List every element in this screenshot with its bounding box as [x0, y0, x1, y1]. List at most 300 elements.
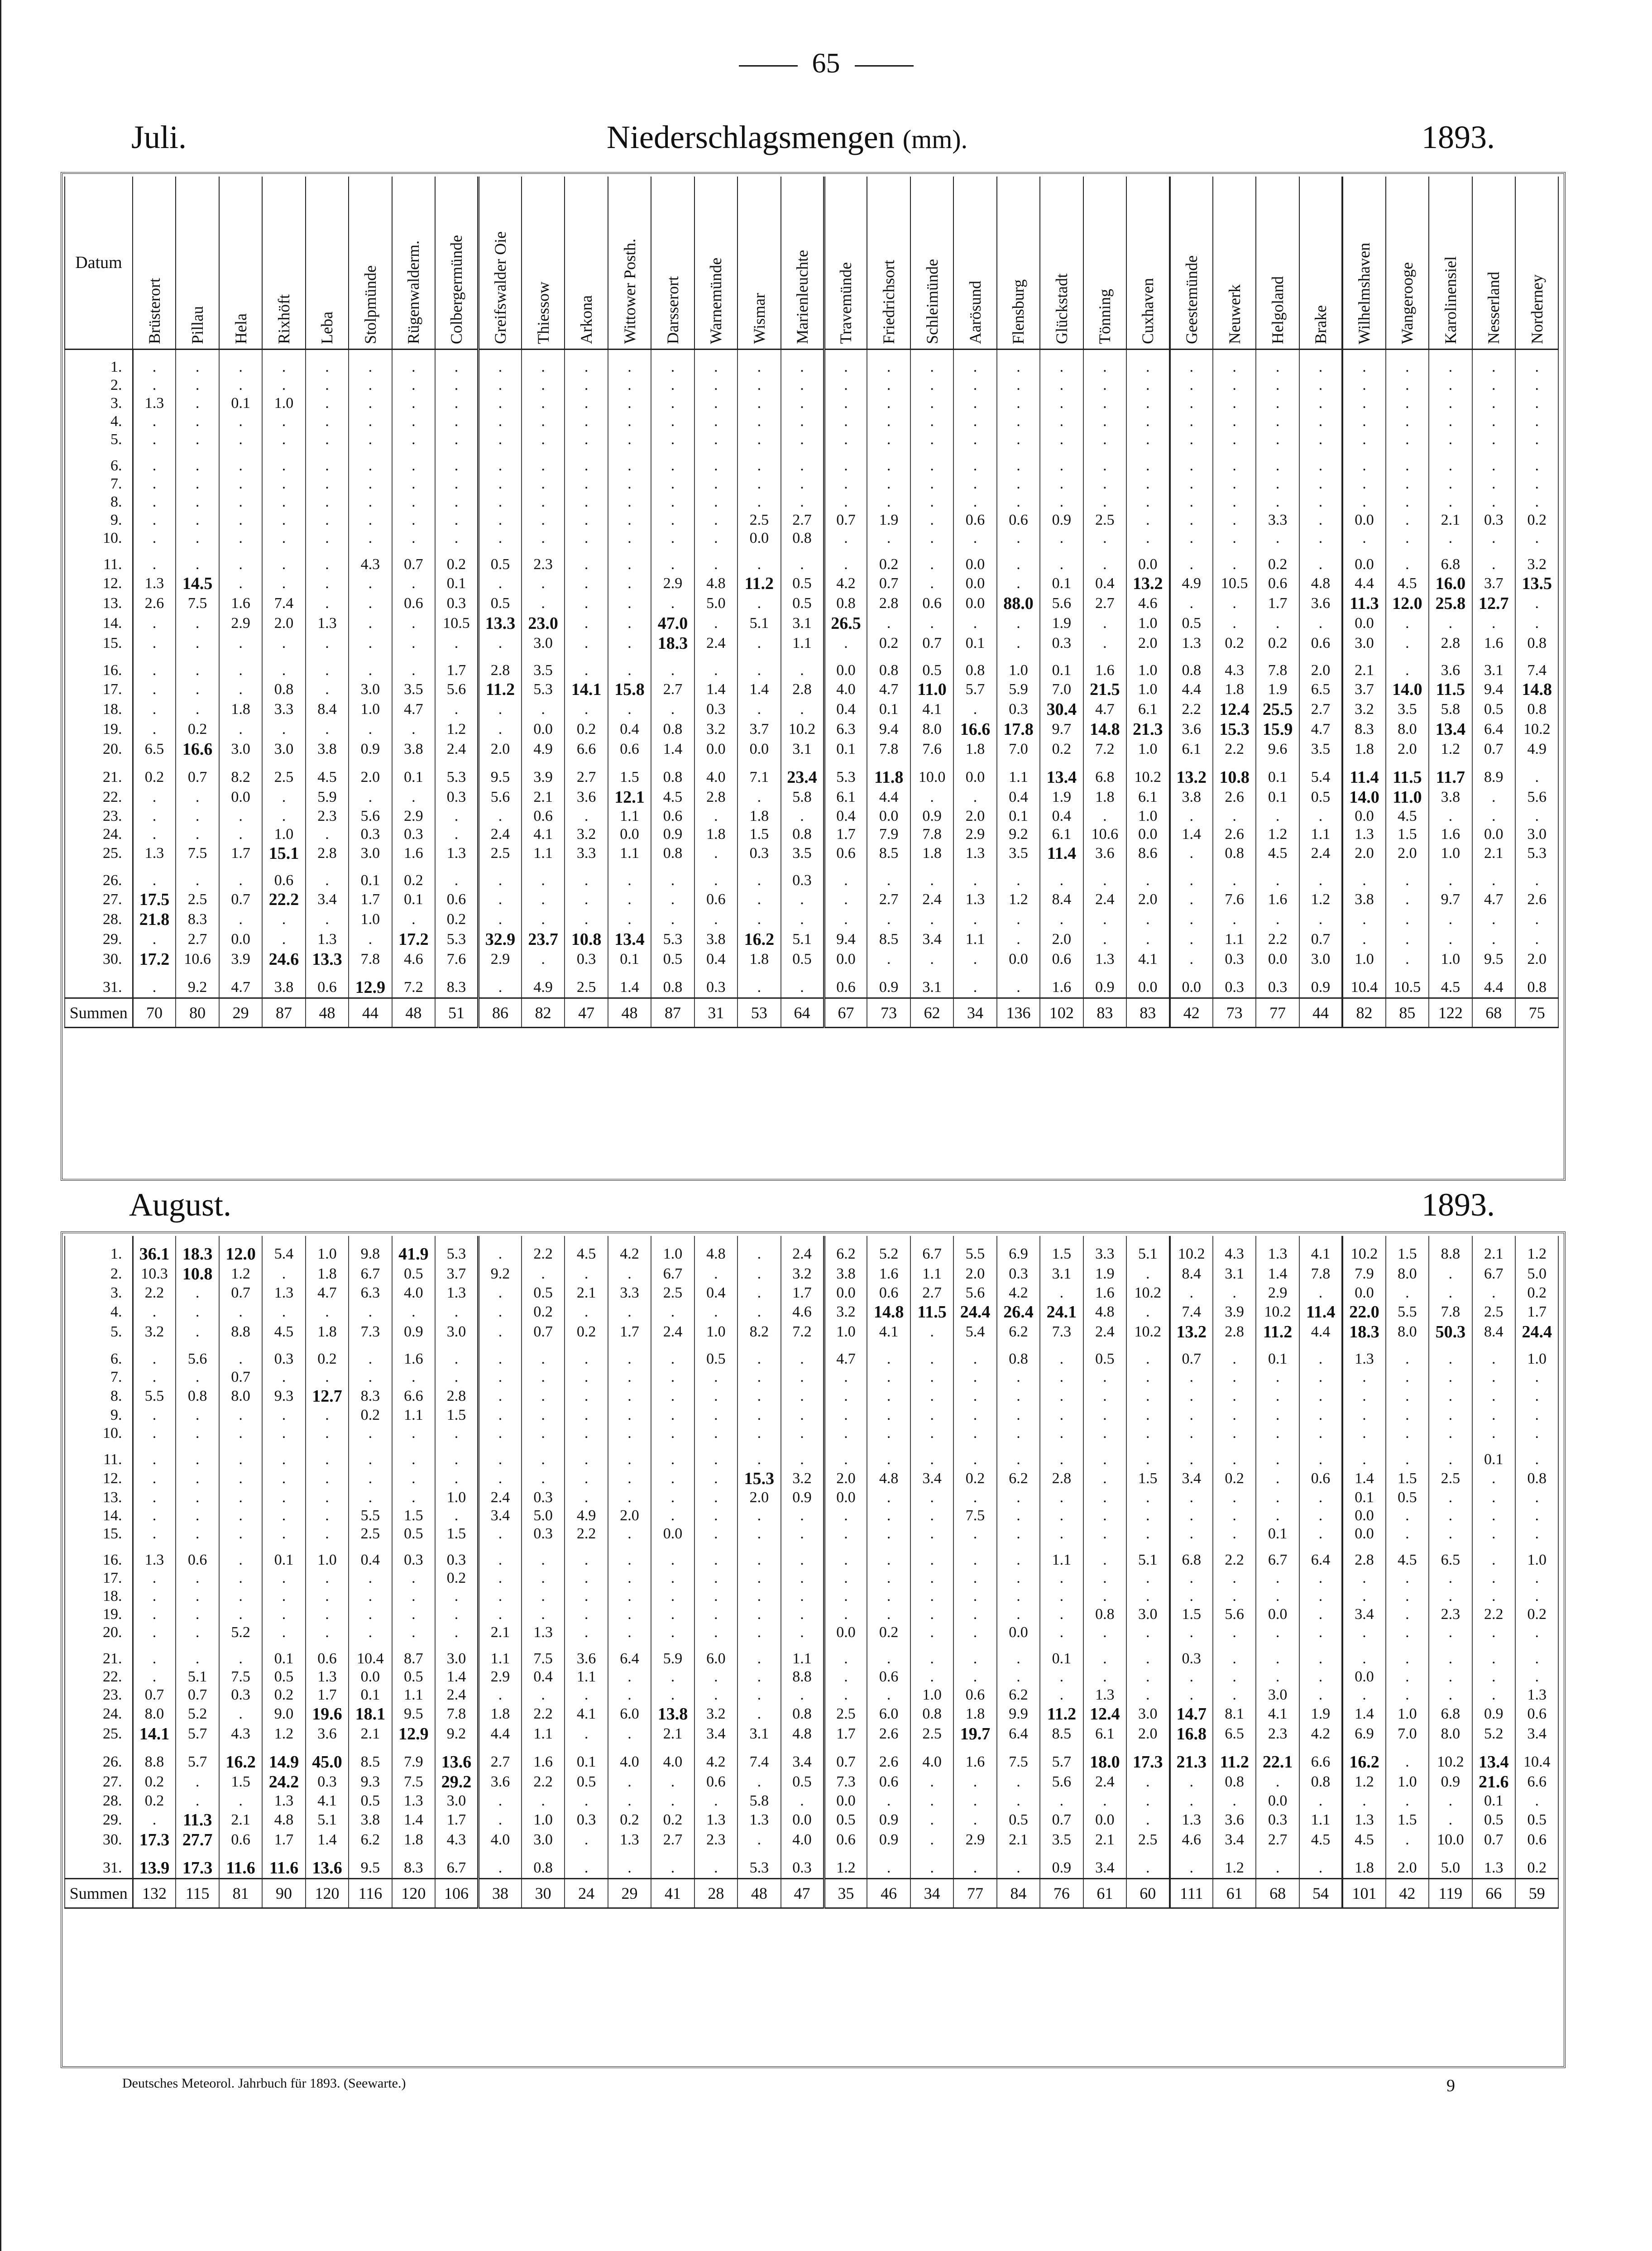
- precip-cell: 0.3: [997, 699, 1040, 719]
- precip-cell: .: [133, 358, 176, 376]
- precip-cell: .: [1472, 872, 1515, 890]
- precip-cell: .: [867, 1406, 910, 1424]
- precip-cell: .: [306, 661, 349, 680]
- precip-cell: 4.0: [824, 680, 867, 699]
- precip-cell: 1.7: [608, 1322, 651, 1342]
- table-row: [65, 1284, 1558, 1302]
- precip-cell: .: [349, 1605, 392, 1624]
- precip-cell: 5.1: [1126, 1244, 1169, 1264]
- precip-cell: .: [262, 457, 305, 475]
- precip-cell: 0.5: [781, 1772, 824, 1792]
- precip-cell: 0.9: [1472, 1704, 1515, 1724]
- precip-cell: 1.5: [1386, 1810, 1429, 1830]
- precip-cell: 1.3: [306, 613, 349, 633]
- station-name: Wangerooge: [1398, 262, 1417, 344]
- day-label: 4.: [65, 1302, 133, 1322]
- precip-cell: 0.4: [694, 949, 737, 969]
- precip-cell: 5.5: [1386, 1302, 1429, 1322]
- precip-cell: 3.2: [133, 1322, 176, 1342]
- precip-cell: .: [479, 1551, 522, 1569]
- precip-cell: .: [522, 594, 565, 613]
- precip-cell: 1.3: [133, 394, 176, 412]
- precip-cell: .: [781, 661, 824, 680]
- precip-cell: 3.7: [435, 1264, 478, 1284]
- precip-cell: .: [1429, 475, 1472, 493]
- sum-cell: 44: [349, 998, 392, 1028]
- precip-cell: .: [176, 661, 219, 680]
- precip-cell: 7.4: [1515, 661, 1558, 680]
- precip-cell: 0.6: [824, 977, 867, 998]
- precip-cell: 10.4: [1342, 977, 1385, 998]
- precip-cell: 1.1: [392, 1686, 435, 1704]
- precip-cell: 1.2: [1213, 1858, 1256, 1879]
- precip-cell: 2.6: [867, 1724, 910, 1744]
- precip-cell: .: [694, 1551, 737, 1569]
- precip-cell: .: [133, 556, 176, 574]
- sum-cell: 29: [608, 1879, 651, 1908]
- precip-cell: 0.5: [349, 1792, 392, 1810]
- precip-cell: 0.0: [219, 929, 262, 949]
- precip-cell: 0.0: [997, 1624, 1040, 1642]
- precip-cell: 8.0: [1386, 1264, 1429, 1284]
- precip-cell: .: [1515, 1406, 1558, 1424]
- precip-cell: .: [1299, 1406, 1342, 1424]
- day-label: 5.: [65, 1322, 133, 1342]
- precip-cell: 1.7: [306, 1686, 349, 1704]
- table-row: [65, 1830, 1558, 1850]
- precip-cell: 8.8: [781, 1668, 824, 1686]
- precip-cell: .: [910, 1507, 953, 1525]
- precip-cell: .: [824, 1406, 867, 1424]
- precip-cell: .: [910, 949, 953, 969]
- precip-cell: .: [565, 1264, 608, 1284]
- station-header: [1429, 177, 1472, 350]
- precip-cell: 22.0: [1342, 1302, 1385, 1322]
- precip-cell: 7.2: [392, 977, 435, 998]
- precip-cell: .: [737, 493, 781, 511]
- precip-cell: 0.8: [1299, 1772, 1342, 1792]
- precip-cell: .: [262, 412, 305, 431]
- precip-cell: .: [737, 1350, 781, 1368]
- precip-cell: 24.1: [1040, 1302, 1083, 1322]
- precip-cell: .: [953, 1810, 996, 1830]
- precip-cell: 0.7: [219, 1284, 262, 1302]
- precip-cell: .: [1386, 457, 1429, 475]
- day-label: 13.: [65, 1489, 133, 1507]
- precip-cell: .: [133, 661, 176, 680]
- precip-cell: .: [824, 1386, 867, 1406]
- precip-cell: .: [1472, 1525, 1515, 1543]
- precip-cell: .: [565, 613, 608, 633]
- precip-cell: 0.0: [781, 1810, 824, 1830]
- sum-label: Summen: [65, 998, 133, 1028]
- precip-cell: .: [1299, 1605, 1342, 1624]
- precip-cell: .: [953, 1424, 996, 1442]
- precip-cell: 5.5: [349, 1507, 392, 1525]
- precip-cell: .: [1083, 1368, 1126, 1386]
- precip-cell: .: [1429, 394, 1472, 412]
- precip-cell: 0.6: [392, 594, 435, 613]
- precip-cell: 1.3: [133, 1551, 176, 1569]
- day-label: 1.: [65, 1244, 133, 1264]
- precip-cell: .: [1342, 872, 1385, 890]
- precip-cell: 0.1: [1040, 574, 1083, 594]
- precip-cell: 2.5: [479, 843, 522, 863]
- precip-cell: .: [1386, 511, 1429, 529]
- precip-cell: .: [1342, 1624, 1385, 1642]
- precip-cell: .: [1126, 1668, 1169, 1686]
- precip-cell: 0.1: [565, 1752, 608, 1772]
- precip-cell: .: [1170, 890, 1213, 910]
- precip-cell: .: [1040, 1686, 1083, 1704]
- precip-cell: 4.8: [1083, 1302, 1126, 1322]
- sum-cell: 48: [392, 998, 435, 1028]
- precip-cell: .: [651, 661, 694, 680]
- precip-cell: .: [262, 807, 305, 825]
- table-row: [65, 431, 1558, 449]
- precip-cell: .: [1126, 1858, 1169, 1879]
- precip-cell: .: [1213, 1525, 1256, 1543]
- precip-cell: .: [997, 872, 1040, 890]
- precip-cell: .: [910, 1792, 953, 1810]
- precip-cell: .: [781, 493, 824, 511]
- precip-cell: .: [1472, 1350, 1515, 1368]
- precip-cell: 0.0: [1342, 807, 1385, 825]
- precip-cell: 2.8: [479, 661, 522, 680]
- precip-cell: .: [1040, 431, 1083, 449]
- precip-cell: .: [1126, 1624, 1169, 1642]
- precip-cell: 1.3: [1472, 1858, 1515, 1879]
- precip-cell: .: [997, 1569, 1040, 1587]
- precip-cell: .: [306, 493, 349, 511]
- precip-cell: 0.2: [867, 1624, 910, 1642]
- precip-cell: .: [306, 1624, 349, 1642]
- precip-cell: .: [867, 872, 910, 890]
- precip-cell: .: [867, 1686, 910, 1704]
- precip-cell: 0.8: [781, 529, 824, 547]
- precip-cell: 0.0: [824, 1489, 867, 1507]
- precip-cell: 14.5: [176, 574, 219, 594]
- footer-sheet-number: 9: [1446, 2076, 1455, 2095]
- precip-cell: .: [479, 1350, 522, 1368]
- precip-cell: .: [737, 556, 781, 574]
- precip-cell: .: [522, 511, 565, 529]
- day-label: 13.: [65, 594, 133, 613]
- precip-cell: 2.1: [522, 787, 565, 807]
- precip-cell: .: [1429, 1792, 1472, 1810]
- precip-cell: .: [565, 529, 608, 547]
- day-label: 22.: [65, 1668, 133, 1686]
- precip-cell: .: [176, 1302, 219, 1322]
- table-row: [65, 1587, 1558, 1605]
- precip-cell: 6.6: [1515, 1772, 1558, 1792]
- precip-cell: 6.8: [1083, 767, 1126, 787]
- precip-cell: .: [522, 1551, 565, 1569]
- precip-cell: 2.5: [262, 767, 305, 787]
- precip-cell: .: [824, 1424, 867, 1442]
- precip-cell: .: [997, 1406, 1040, 1424]
- precip-cell: 3.8: [824, 1264, 867, 1284]
- precip-cell: 29.2: [435, 1772, 478, 1792]
- precip-cell: 1.0: [910, 1686, 953, 1704]
- precip-cell: .: [1342, 394, 1385, 412]
- precip-cell: 0.2: [565, 1322, 608, 1342]
- precip-cell: .: [651, 1302, 694, 1322]
- precip-cell: .: [910, 412, 953, 431]
- precip-cell: .: [349, 412, 392, 431]
- precip-cell: .: [1299, 475, 1342, 493]
- precip-cell: .: [781, 475, 824, 493]
- precip-cell: .: [651, 1605, 694, 1624]
- precip-cell: 0.7: [522, 1322, 565, 1342]
- precip-cell: .: [953, 613, 996, 633]
- precip-cell: 4.9: [522, 977, 565, 998]
- precip-cell: 5.3: [824, 767, 867, 787]
- precip-cell: .: [349, 1624, 392, 1642]
- precip-cell: .: [781, 807, 824, 825]
- precip-cell: .: [1040, 1406, 1083, 1424]
- precip-cell: 4.0: [910, 1752, 953, 1772]
- precip-cell: .: [1386, 475, 1429, 493]
- station-header: [176, 177, 219, 350]
- precip-cell: .: [651, 1507, 694, 1525]
- precip-cell: .: [262, 1587, 305, 1605]
- precip-cell: 3.5: [997, 843, 1040, 863]
- precip-cell: .: [781, 910, 824, 929]
- precip-cell: 10.2: [1256, 1302, 1299, 1322]
- table-row: [65, 929, 1558, 949]
- precip-cell: 1.7: [1256, 594, 1299, 613]
- precip-cell: .: [1083, 1386, 1126, 1406]
- precip-cell: .: [1386, 376, 1429, 394]
- precip-cell: 47.0: [651, 613, 694, 633]
- precip-cell: 0.2: [1040, 739, 1083, 759]
- precip-cell: .: [522, 457, 565, 475]
- precip-cell: .: [997, 1489, 1040, 1507]
- precip-cell: .: [1170, 1451, 1213, 1469]
- precip-cell: .: [824, 1569, 867, 1587]
- precip-cell: .: [651, 394, 694, 412]
- precip-cell: 1.3: [435, 843, 478, 863]
- precip-cell: .: [608, 1569, 651, 1587]
- precip-cell: 5.2: [219, 1624, 262, 1642]
- precip-cell: .: [219, 1469, 262, 1489]
- precip-cell: .: [479, 431, 522, 449]
- precip-cell: 9.5: [392, 1704, 435, 1724]
- precip-cell: 3.1: [910, 977, 953, 998]
- precip-cell: 0.1: [1040, 661, 1083, 680]
- precip-cell: 4.7: [219, 977, 262, 998]
- precip-cell: .: [522, 358, 565, 376]
- table-row: [65, 1451, 1558, 1469]
- precip-cell: 3.3: [1083, 1244, 1126, 1264]
- precip-cell: 0.5: [1170, 613, 1213, 633]
- precip-cell: .: [176, 457, 219, 475]
- precip-cell: .: [1429, 493, 1472, 511]
- precip-cell: 23.7: [522, 929, 565, 949]
- station-name: Schleimünde: [923, 259, 941, 344]
- precip-cell: .: [694, 529, 737, 547]
- precip-cell: .: [1256, 1624, 1299, 1642]
- precip-cell: .: [1429, 358, 1472, 376]
- precip-cell: 0.3: [781, 872, 824, 890]
- day-label: 29.: [65, 1810, 133, 1830]
- precip-cell: .: [176, 493, 219, 511]
- precip-cell: .: [1256, 1451, 1299, 1469]
- precip-cell: .: [1126, 1386, 1169, 1406]
- day-label: 19.: [65, 719, 133, 739]
- precip-cell: 3.6: [1083, 843, 1126, 863]
- precip-cell: 10.4: [1515, 1752, 1558, 1772]
- precip-cell: 19.6: [306, 1704, 349, 1724]
- precip-cell: 7.3: [1040, 1322, 1083, 1342]
- precip-cell: 10.5: [1213, 574, 1256, 594]
- precip-cell: 1.4: [392, 1810, 435, 1830]
- precip-cell: .: [1170, 1525, 1213, 1543]
- precip-cell: 0.2: [435, 910, 478, 929]
- precip-cell: .: [392, 633, 435, 653]
- precip-cell: .: [392, 412, 435, 431]
- precip-cell: 0.4: [997, 787, 1040, 807]
- precip-cell: .: [565, 1624, 608, 1642]
- precip-cell: .: [608, 1525, 651, 1543]
- precip-cell: 0.6: [306, 977, 349, 998]
- precip-cell: .: [781, 1686, 824, 1704]
- precip-cell: 1.3: [1083, 1686, 1126, 1704]
- precip-cell: 0.0: [1256, 1605, 1299, 1624]
- precip-cell: .: [435, 457, 478, 475]
- precip-cell: 10.8: [565, 929, 608, 949]
- precip-cell: 6.2: [824, 1244, 867, 1264]
- precip-cell: 5.4: [1299, 767, 1342, 787]
- precip-cell: .: [608, 556, 651, 574]
- precip-cell: 7.0: [1386, 1724, 1429, 1744]
- precip-cell: 1.6: [1083, 1284, 1126, 1302]
- precip-cell: 13.4: [1429, 719, 1472, 739]
- precip-cell: .: [219, 493, 262, 511]
- precip-cell: 16.2: [737, 929, 781, 949]
- precip-cell: 4.3: [219, 1724, 262, 1744]
- precip-cell: 1.0: [694, 1322, 737, 1342]
- precip-cell: .: [1126, 1507, 1169, 1525]
- day-label: 2.: [65, 376, 133, 394]
- precip-cell: .: [1213, 1624, 1256, 1642]
- table-row: [65, 719, 1558, 739]
- precip-cell: .: [1342, 529, 1385, 547]
- precip-cell: 2.5: [1083, 511, 1126, 529]
- precip-cell: 3.8: [349, 1810, 392, 1830]
- precip-cell: .: [737, 1830, 781, 1850]
- precip-cell: .: [824, 394, 867, 412]
- precip-cell: .: [262, 574, 305, 594]
- precip-cell: 0.5: [1386, 1489, 1429, 1507]
- precip-cell: 18.3: [176, 1244, 219, 1264]
- station-header: [910, 177, 953, 350]
- precip-cell: .: [781, 1507, 824, 1525]
- precip-cell: .: [824, 1650, 867, 1668]
- precip-cell: 0.4: [824, 699, 867, 719]
- precip-cell: .: [737, 890, 781, 910]
- precip-cell: .: [219, 556, 262, 574]
- precip-cell: 4.0: [694, 767, 737, 787]
- precip-cell: .: [1342, 412, 1385, 431]
- precip-cell: .: [262, 1302, 305, 1322]
- table-row: [65, 1322, 1558, 1342]
- day-label: 7.: [65, 475, 133, 493]
- precip-cell: 3.5: [522, 661, 565, 680]
- precip-cell: 5.3: [435, 929, 478, 949]
- precip-cell: .: [997, 1668, 1040, 1686]
- sum-row: [65, 1879, 1558, 1908]
- precip-cell: 0.6: [824, 1830, 867, 1850]
- precip-cell: 0.7: [867, 574, 910, 594]
- precip-cell: .: [565, 475, 608, 493]
- precip-cell: 0.0: [824, 1284, 867, 1302]
- precip-cell: 3.8: [1429, 787, 1472, 807]
- precip-cell: .: [1429, 1284, 1472, 1302]
- precip-cell: .: [479, 1569, 522, 1587]
- precip-cell: .: [1386, 358, 1429, 376]
- precip-cell: 8.3: [176, 910, 219, 929]
- precip-cell: .: [349, 1569, 392, 1587]
- day-label: 21.: [65, 767, 133, 787]
- precip-cell: .: [1083, 376, 1126, 394]
- precip-cell: .: [1386, 412, 1429, 431]
- precip-cell: .: [1256, 1858, 1299, 1879]
- precip-cell: .: [1213, 1507, 1256, 1525]
- precip-cell: 1.3: [953, 890, 996, 910]
- precip-cell: 3.2: [824, 1302, 867, 1322]
- precip-cell: 3.3: [608, 1284, 651, 1302]
- precip-cell: .: [1170, 529, 1213, 547]
- precip-cell: .: [1213, 1368, 1256, 1386]
- precip-cell: 0.5: [479, 556, 522, 574]
- precip-cell: .: [1472, 929, 1515, 949]
- precip-cell: .: [176, 394, 219, 412]
- precip-cell: .: [910, 1525, 953, 1543]
- precip-cell: .: [953, 699, 996, 719]
- precip-cell: .: [1126, 1368, 1169, 1386]
- precip-cell: 17.5: [133, 890, 176, 910]
- station-name: Warnemünde: [707, 257, 725, 344]
- station-name: Stolpmünde: [361, 265, 379, 344]
- precip-cell: .: [1126, 1406, 1169, 1424]
- precip-cell: 4.0: [651, 1752, 694, 1772]
- day-label: 17.: [65, 1569, 133, 1587]
- precip-cell: .: [910, 1386, 953, 1406]
- precip-cell: .: [608, 1792, 651, 1810]
- precip-cell: .: [219, 1605, 262, 1624]
- station-header: [997, 177, 1040, 350]
- precip-cell: 10.5: [1386, 977, 1429, 998]
- precip-cell: .: [1386, 1569, 1429, 1587]
- precip-cell: .: [953, 457, 996, 475]
- precip-cell: .: [953, 787, 996, 807]
- table-row: [65, 1686, 1558, 1704]
- precip-cell: 4.0: [479, 1830, 522, 1850]
- precip-cell: .: [1429, 529, 1472, 547]
- precip-cell: 4.1: [1299, 1244, 1342, 1264]
- precip-cell: 18.3: [651, 633, 694, 653]
- precip-cell: .: [1170, 1284, 1213, 1302]
- precip-cell: .: [1213, 493, 1256, 511]
- precip-cell: 11.5: [1386, 767, 1429, 787]
- precip-cell: .: [1342, 493, 1385, 511]
- precip-cell: 0.6: [306, 1650, 349, 1668]
- precip-cell: .: [1213, 529, 1256, 547]
- precip-cell: 5.8: [1429, 699, 1472, 719]
- precip-cell: .: [522, 529, 565, 547]
